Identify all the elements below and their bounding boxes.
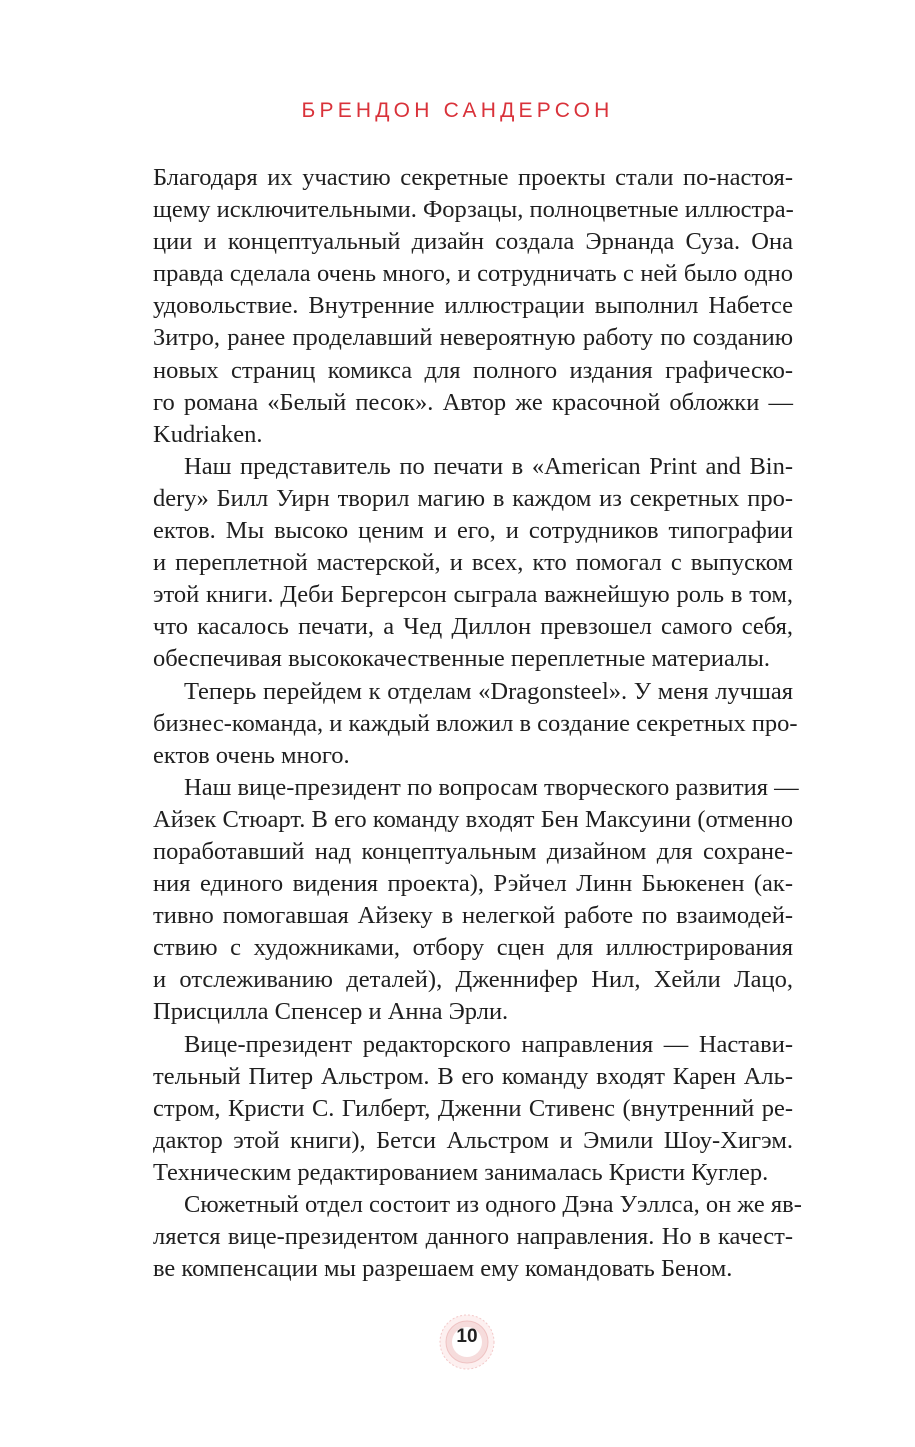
text-line: тельный Питер Альстром. В его команду входят Карен Аль-: [153, 1062, 793, 1090]
paragraph-3: [153, 676, 798, 772]
text-line: Техническим редактированием занималась Кристи Куглер.: [153, 1158, 769, 1186]
text-line: и переплетной мастерской, и всех, кто помогал с выпуском: [153, 549, 793, 577]
paragraph-1: [153, 162, 793, 451]
text-line: ектов. Мы высоко ценим и его, и сотрудников типографии: [153, 517, 793, 545]
text-line: новых страниц комикса для полного издания графическо-: [153, 356, 793, 384]
text-line: Вице-президент редакторского направления — Настави-: [184, 1030, 793, 1058]
text-line: поработавший над концептуальным дизайном для сохране-: [153, 837, 793, 865]
text-line: ции и концептуальный дизайн создала Эрнанда Суза. Она: [153, 228, 793, 256]
text-line: Наш представитель по печати в «American Print and Bin-: [184, 452, 793, 480]
paragraph-6: [153, 1189, 802, 1285]
text-line: что касалось печати, а Чед Диллон превзошел самого себя,: [153, 613, 793, 641]
folio: [437, 1312, 497, 1372]
text-line: бизнес-команда, и каждый вложил в создание секретных про-: [153, 709, 798, 737]
text-line: Присцилла Спенсер и Анна Эрли.: [153, 998, 509, 1026]
page-number: 10: [456, 1326, 478, 1347]
text-line: Сюжетный отдел состоит из одного Дэна Уэллса, он же яв-: [184, 1191, 802, 1218]
text-line: этой книги. Деби Бергерсон сыграла важнейшую роль в том,: [153, 581, 793, 609]
text-line: dery» Билл Уирн творил магию в каждом из секретных про-: [153, 484, 793, 512]
text-line: Зитро, ранее проделавший невероятную работу по созданию: [153, 324, 793, 352]
text-line: правда сделала очень много, и сотрудничать с ней было одно: [153, 260, 793, 288]
running-head-author: БРЕНДОН САНДЕРСОН: [301, 99, 614, 122]
text-line: Теперь перейдем к отделам «Dragonsteel». У меня лучшая: [184, 677, 793, 705]
text-line: Kudriaken.: [153, 420, 263, 448]
text-line: обеспечивая высококачественные переплетные материалы.: [153, 645, 770, 673]
paragraph-2: [153, 451, 793, 676]
text-line: стром, Кристи С. Гилберт, Дженни Стивенс (внутренний ре-: [153, 1094, 793, 1122]
text-line: Айзек Стюарт. В его команду входят Бен Максуини (отменно: [153, 805, 793, 833]
text-line: го романа «Белый песок». Автор же красочной обложки —: [153, 388, 793, 416]
text-line: ствию с художниками, отбору сцен для иллюстрирования: [153, 934, 793, 962]
text-line: Наш вице-президент по вопросам творческого развития —: [184, 773, 799, 801]
text-line: дактор этой книги), Бетси Альстром и Эмили Шоу-Хигэм.: [153, 1126, 793, 1154]
text-line: щему исключительными. Форзацы, полноцветные иллюстра-: [153, 196, 794, 224]
text-line: ектов очень много.: [153, 741, 350, 769]
text-line: Благодаря их участию секретные проекты стали по-настоя-: [153, 164, 793, 191]
text-line: ния единого видения проекта), Рэйчел Линн Бьюкенен (ак-: [153, 870, 793, 898]
text-line: тивно помогавшая Айзеку в нелегкой работе по взаимодей-: [153, 902, 793, 930]
text-line: ляется вице-президентом данного направления. Но в качест-: [153, 1223, 793, 1251]
paragraph-4: [153, 772, 799, 1029]
body-text: [153, 162, 802, 1285]
text-line: удовольствие. Внутренние иллюстрации выполнил Набетсе: [153, 292, 793, 320]
paragraph-5: [153, 1029, 793, 1189]
text-line: и отслеживанию деталей), Дженнифер Нил, Хейли Лацо,: [153, 966, 793, 994]
text-line: ве компенсации мы разрешаем ему командовать Беном.: [153, 1255, 733, 1283]
